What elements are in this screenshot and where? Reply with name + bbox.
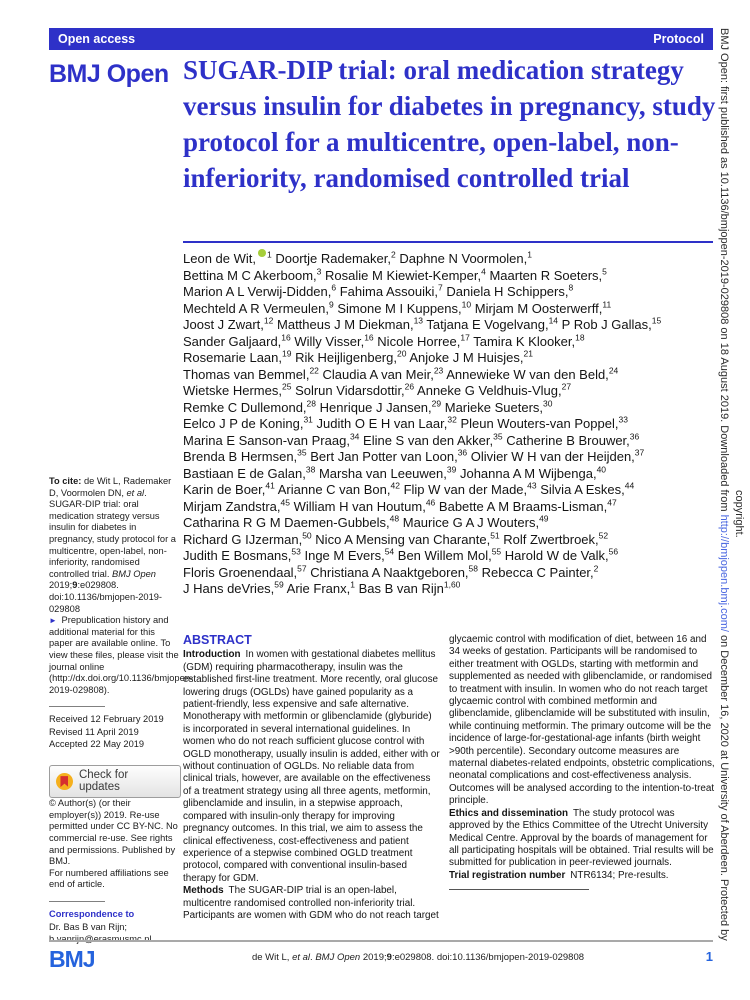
- abstract-end-rule: [449, 889, 589, 890]
- article-type-label: Protocol: [653, 32, 704, 46]
- crossmark-bookmark-icon: [60, 776, 68, 787]
- prepublication-note: [49, 615, 194, 696]
- copyright-note: © Author(s) (or their employer(s)) 2019. Re-use permitted under CC BY-NC. No commercial re-use. See rights and permissions. Published by BMJ.: [49, 798, 178, 867]
- page-number: 1: [705, 949, 713, 964]
- abstract-col2-paragraphs: glycaemic control with modification of diet, between 16 and 34 weeks of gestation. Participants will be randomised to either treatment with OGLDs, starting with metformin and supplemented as needed with glibenclamide, or randomised to treatment with insulin. In women who do not reach target glycaemic control with combined metformin and glibenclamide, glibenclamide will be substituted with insulin, while continuing metformin. The primary outcome will be the incidence of large-for-gestational-age infants (birth weight >90th percentile). Secondary outcome measures are maternal diabetes-related endpoints, obstetric complications, neonatal complications and cost-effectiveness analysis. Outcomes will be analysed according to the intention-to-treat principle. Ethics and dissemination The study protocol was approved by the Ethics Committee of the Utrecht University Medical Centre. Approval by the boards of management for all participating hospitals will be obtained. Trial results will be submitted for publication in peer-reviewed journals. Trial registration number NTR6134; Pre-results.: [449, 634, 715, 881]
- title-rule: [183, 241, 713, 243]
- abstract-column-1: [183, 634, 441, 922]
- abstract-section: [183, 634, 715, 922]
- arrow-icon: ►: [49, 616, 57, 626]
- bmj-logo: BMJ: [49, 946, 95, 972]
- author-list: Leon de Wit, $^1$ Doortje Rademaker,$^2$ Daphne N Voormolen,$^1$ Bettina M C Akerboom,$^3$ Rosalie M Kiewiet-Kemper,$^4$ Maarten R Soeters,$^5$ Marion A L Verwij-Didden,$^6$ Fahima Assouiki,$^7$ Daniela H Schippers,$^8$ Mechteld A R Vermeulen,$^9$ Simone M I Kuppens,$^{10}$ Mirjam M Oosterwerff,$^{11}$ Joost J Zwart,$^{12}$ Mattheus J M Diekman,$^{13}$ Tatjana E Vogelvang,$^{14}$ P Rob J Gallas,$^{15}$ Sander Galjaard,$^{16}$ Willy Visser,$^{16}$ Nicole Horree,$^{17}$ Tamira K Klooker,$^{18}$ Rosemarie Laan,$^{19}$ Rik Heijligenberg,$^{20}$ Anjoke J M Huisjes,$^{21}$ Thomas van Bemmel,$^{22}$ Claudia A van Meir,$^{23}$ Annewieke W van den Beld,$^{24}$ Wietske Hermes,$^{25}$ Solrun Vidarsdottir,$^{26}$ Anneke G Veldhuis-Vlug,$^{27}$ Remke C Dullemond,$^{28}$ Henrique J Jansen,$^{29}$ Marieke Sueters,$^{30}$ Eelco J P de Koning,$^{31}$ Judith O E H van Laar,$^{32}$ Pleun Wouters-van Poppel,$^{33}$ Marina E Sanson-van Praag,$^{34}$ Eline S van den Akker,$^{35}$ Catherine B Brouwer,$^{36}$ Brenda B Hermsen,$^{35}$ Bert Jan Potter van Loon,$^{36}$ Olivier W H van der Heijden,$^{37}$ Bastiaan E de Galan,$^{38}$ Marsha van Leeuwen,$^{39}$ Johanna A M Wijbenga,$^{40}$ Karin de Boer,$^{41}$ Arianne C van Bon,$^{42}$ Flip W van der Made,$^{43}$ Silvia A Eskes,$^{44}$ Mirjam Zandstra,$^{45}$ William H van Houtum,$^{46}$ Babette A M Braams-Lisman,$^{47}$ Catharina R G M Daemen-Gubbels,$^{48}$ Maurice G A J Wouters,$^{49}$ Richard G IJzerman,$^{50}$ Nico A Mensing van Charante,$^{51}$ Rolf Zwertbroek,$^{52}$ Judith E Bosmans,$^{53}$ Inge M Evers,$^{54}$ Ben Willem Mol,$^{55}$ Harold W de Valk,$^{56}$ Floris Groenendaal,$^{57}$ Christiana A Naaktgeboren,$^{58}$ Rebecca C Painter,$^2$ J Hans deVries,$^{59}$ Arie Franx,$^1$ Bas B van Rijn$^{1,60}$: [183, 249, 662, 596]
- check-for-updates-button[interactable]: [49, 765, 181, 798]
- footer-rule: [49, 940, 713, 942]
- abstract-col1-paragraphs: Introduction In women with gestational diabetes mellitus (GDM) requiring pharmacotherapy, insulin was the established first-line treatment. More recently, oral glucose lowering drugs (OGLDs) have gained popularity as a patient-friendly, less expensive and safe alternative. Monotherapy with metformin or glibenclamide (glyburide) is incorporated in several international guidelines. In women who do not reach sufficient glucose control with OGLD monotherapy, usually insulin is added, either with or without continuation of OGLDs. No reliable data from clinical trials, however, are available on the effectiveness of a treatment strategy using all three agents, metformin, glibenclamide and insulin, in a stepwise approach, compared with insulin-only therapy for improving pregnancy outcomes. In this trial, we aim to assess the clinical effectiveness, cost-effectiveness and patient experience of a stepwise combined OGLD treatment protocol, compared with conventional insulin-based therapy for GDM. Methods The SUGAR-DIP trial is an open-label, multicentre randomised controlled non-inferiority trial. Participants are women with GDM who do not reach target: [183, 649, 440, 921]
- orcid-icon: [258, 249, 266, 257]
- correspondence-heading: Correspondence to: [49, 909, 135, 919]
- check-for-updates-label: Check for updates: [78, 769, 129, 793]
- article-title: SUGAR-DIP trial: oral medication strategy versus insulin for diabetes in pregnancy, study protocol for a multicentre, open-label, non-inferiority, randomised controlled trial: [183, 55, 716, 193]
- crossmark-icon: [56, 773, 73, 790]
- open-access-label: Open access: [58, 32, 136, 46]
- vertical-provenance-strip: [716, 0, 750, 1000]
- divider: [49, 901, 105, 902]
- citation-note: To cite: de Wit L, Rademaker D, Voormolen DN, et al. SUGAR-DIP trial: oral medication strategy versus insulin for diabetes in pregnancy, study protocol for a multicentre, open-label, non-inferiority, randomised controlled trial. BMJ Open 2019;9:e029808. doi:10.1136/bmjopen-2019-029808: [49, 476, 176, 614]
- vstrip-copyright: copyright.: [733, 490, 745, 538]
- sidebar: [49, 476, 194, 946]
- header-bar: [49, 28, 713, 50]
- vstrip-text-after: on December 16, 2020 at University of Aberdeen. Protected by: [718, 631, 730, 941]
- vstrip-link[interactable]: http://bmjopen.bmj.com/: [718, 514, 730, 632]
- abstract-column-2: [449, 634, 715, 922]
- vstrip-sentence: [716, 28, 731, 1000]
- history-dates: Received 12 February 2019 Revised 11 April 2019 Accepted 22 May 2019: [49, 714, 164, 750]
- bmj-open-logo: BMJ Open: [49, 60, 169, 88]
- vstrip-text-before: BMJ Open: first published as 10.1136/bmjopen-2019-029808 on 18 August 2019. Downloaded from: [718, 28, 730, 515]
- footer-citation: de Wit L, et al. BMJ Open 2019;9:e029808. doi:10.1136/bmjopen-2019-029808: [251, 952, 585, 963]
- affiliations-note: For numbered affiliations see end of article.: [49, 867, 169, 890]
- abstract-heading: ABSTRACT: [183, 633, 252, 647]
- divider: [49, 706, 105, 707]
- correspondence-block: [49, 922, 181, 946]
- correspondence-name: Dr. Bas B van Rijn;: [49, 921, 128, 932]
- prepublication-text: Prepublication history and additional material for this paper are available online. To view these files, please visit the journal online (http://dx.doi.org/10.1136/bmjopen-2019-029808).: [49, 615, 194, 695]
